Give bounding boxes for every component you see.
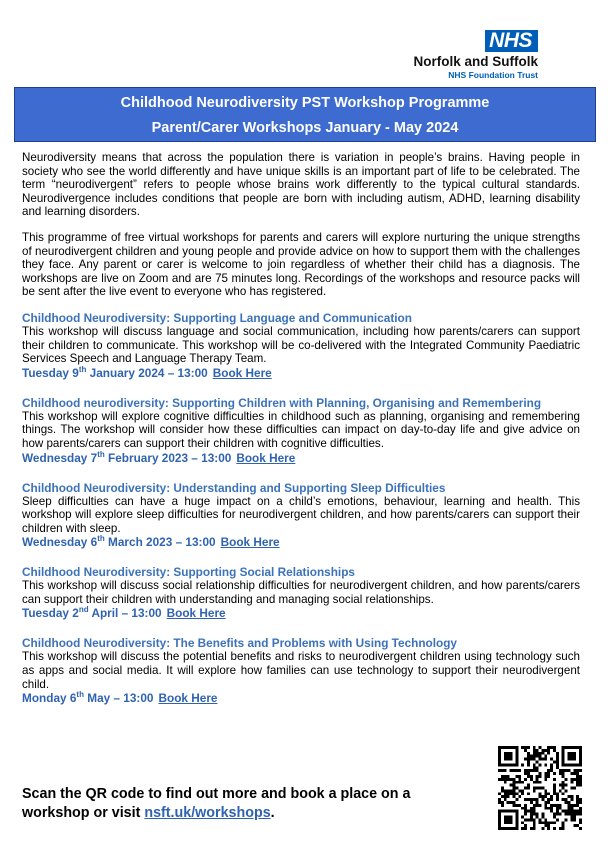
workshop-date: Monday 6th May – 13:00 Book Here: [22, 690, 218, 706]
book-here-link[interactable]: Book Here: [212, 365, 272, 380]
qr-code-icon[interactable]: [498, 746, 582, 830]
org-name: Norfolk and Suffolk: [413, 54, 538, 69]
workshop-description: This workshop will discuss the potential benefits and risks to neurodivergent children using technology such as apps and social media. It will explore how families can use technology to support their neurodivergent child.: [22, 650, 580, 691]
workshop-title: Childhood Neurodiversity: Understanding and Supporting Sleep Difficulties: [22, 480, 446, 495]
workshop-language: [22, 311, 580, 381]
workshop-title: Childhood neurodiversity: Supporting Children with Planning, Organising and Remembering: [22, 395, 542, 410]
main-content: [22, 151, 580, 706]
workshop-date: Tuesday 9th January 2024 – 13:00 Book Here: [22, 364, 272, 380]
workshop-description: This workshop will explore cognitive difficulties in childhood such as planning, organising and remembering things. The workshop will consider how these difficulties can impact on day-to-day life and give advice on how parents/carers can support their children with cognitive difficulties.: [22, 409, 580, 450]
nhs-logo: [414, 30, 539, 80]
org-subtitle: NHS Foundation Trust: [448, 70, 538, 80]
workshop-date: Wednesday 7th February 2023 – 13:00 Book Here: [22, 449, 296, 465]
intro-paragraph-1: Neurodiversity means that across the population there is variation in people’s brains. Having people in society who see the world differently and have unique skills is an important part of life to be celebrated. The term “neurodivergent” refers to people whose brains work differently to the typical cultural standards. Neurodivergence includes conditions that people are born with including autism, ADHD, learning disability and learning disorders.: [22, 151, 580, 219]
nhs-badge: NHS: [485, 30, 538, 52]
intro-paragraph-2: This programme of free virtual workshops for parents and carers will explore nurturing the unique strengths of neurodivergent children and young people and provide advice on how to support them with the challenges they face. Any parent or carer is welcome to join regardless of whether their child has a diagnosis. The workshops are live on Zoom and are 75 minutes long. Recordings of the workshops and resource packs will be sent after the live event to everyone who has registered.: [22, 230, 580, 299]
workshops-link[interactable]: nsft.uk/workshops: [144, 805, 271, 821]
book-here-link[interactable]: Book Here: [220, 535, 280, 550]
workshop-planning: [22, 396, 580, 466]
footer-text: Scan the QR code to find out more and book a place on a workshop or visit: [22, 786, 411, 821]
footer-call-to-action: Scan the QR code to find out more and book a place on a workshop or visit nsft.uk/workshops.: [22, 786, 411, 821]
title-banner: [14, 87, 596, 142]
book-here-link[interactable]: Book Here: [166, 606, 226, 621]
workshop-title: Childhood Neurodiversity: The Benefits and Problems with Using Technology: [22, 636, 457, 651]
book-here-link[interactable]: Book Here: [236, 450, 296, 465]
workshop-description: Sleep difficulties can have a huge impact on a child’s emotions, behaviour, learning and health. This workshop will explore sleep difficulties for neurodivergent children, and how parents/carers can support their children with sleep.: [22, 494, 580, 535]
workshop-technology: [22, 636, 580, 706]
workshop-date: Tuesday 2nd April – 13:00 Book Here: [22, 605, 226, 621]
workshop-title: Childhood Neurodiversity: Supporting Language and Communication: [22, 310, 412, 325]
workshop-title: Childhood Neurodiversity: Supporting Social Relationships: [22, 565, 355, 580]
workshop-description: This workshop will discuss social relationship difficulties for neurodivergent children, and how parents/carers can support their children with understanding and managing social relationships.: [22, 579, 580, 606]
banner-title: Childhood Neurodiversity PST Workshop Programme: [120, 95, 490, 111]
banner-subtitle: Parent/Carer Workshops January - May 2024: [151, 120, 459, 136]
workshop-description: This workshop will discuss language and social communication, including how parents/carers can support their children to communicate. This workshop will be co-delivered with the Integrated Community Paediatric Services Speech and Language Therapy Team.: [22, 324, 580, 366]
workshop-sleep: [22, 481, 580, 551]
workshop-date: Wednesday 6th March 2023 – 13:00 Book Here: [22, 534, 280, 550]
book-here-link[interactable]: Book Here: [158, 691, 218, 706]
workshop-social: [22, 565, 580, 621]
